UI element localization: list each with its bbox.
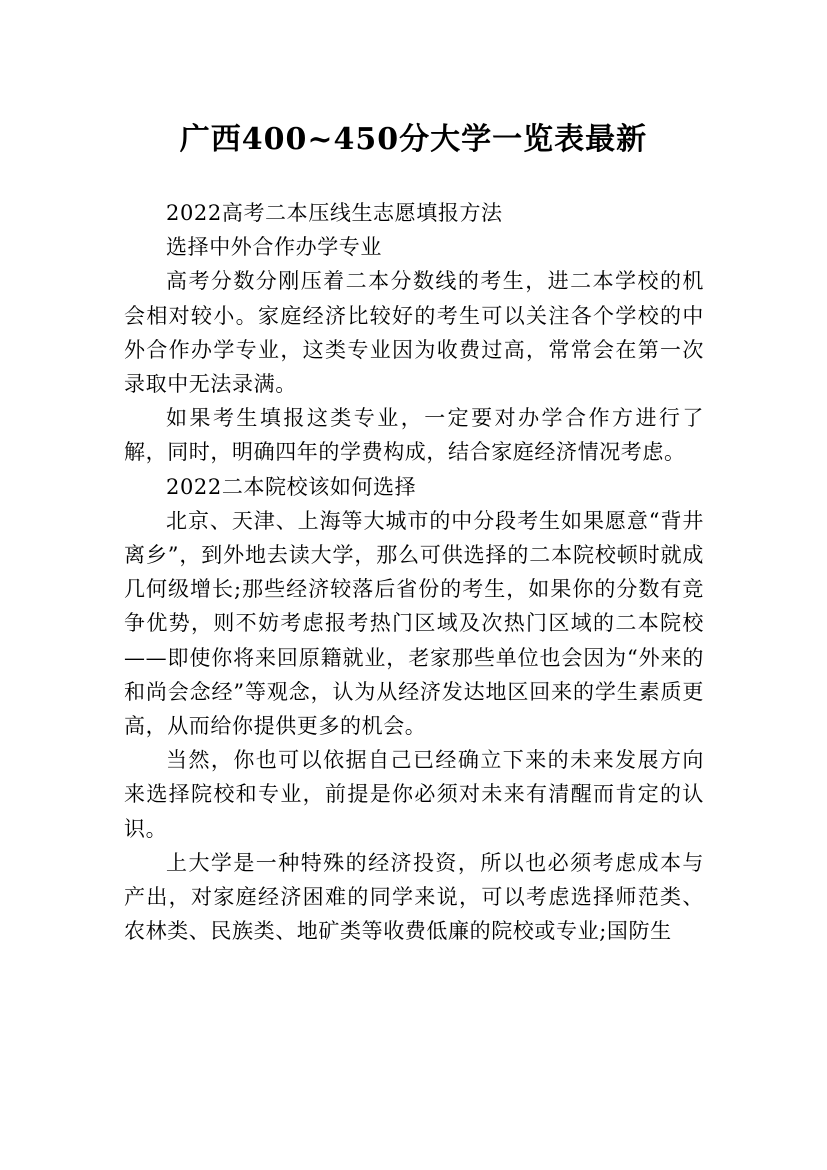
paragraph: 高考分数分刚压着二本分数线的考生，进二本学校的机会相对较小。家庭经济比较好的考生可以关注各个学校的中外合作办学专业，这类专业因为收费过高，常常会在第一次录取中无法录满。 xyxy=(124,269,704,397)
section-heading: 2022高考二本压线生志愿填报方法 xyxy=(166,201,503,225)
paragraph: 上大学是一种特殊的经济投资，所以也必须考虑成本与产出，对家庭经济困难的同学来说，可以考虑选择师范类、农林类、民族类、地矿类等收费低廉的院校或专业;国防生 xyxy=(124,850,704,944)
subsection-heading: 选择中外合作办学专业 xyxy=(166,235,382,260)
paragraph: 当然，你也可以依据自己已经确立下来的未来发展方向来选择院校和专业，前提是你必须对未来有清醒而肯定的认识。 xyxy=(124,748,704,841)
document-body xyxy=(124,196,704,948)
paragraph: 如果考生填报这类专业，一定要对办学合作方进行了解，同时，明确四年的学费构成，结合家庭经济情况考虑。 xyxy=(124,406,704,465)
paragraph: 北京、天津、上海等大城市的中分段考生如果愿意“背井离乡”，到外地去读大学，那么可供选择的二本院校顿时就成几何级增长;那些经济较落后省份的考生，如果你的分数有竞争优势，则不妨考虑报考热门区域及次热门区域的二本院校——即使你将来回原籍就业，老家那些单位也会因为“外来的和尚会念经”等观念，认为从经济发达地区回来的学生素质更高，从而给你提供更多的机会。 xyxy=(124,508,704,739)
section-heading: 2022二本院校该如何选择 xyxy=(166,474,417,499)
document-title: 广西400~450分大学一览表最新 xyxy=(179,122,648,158)
